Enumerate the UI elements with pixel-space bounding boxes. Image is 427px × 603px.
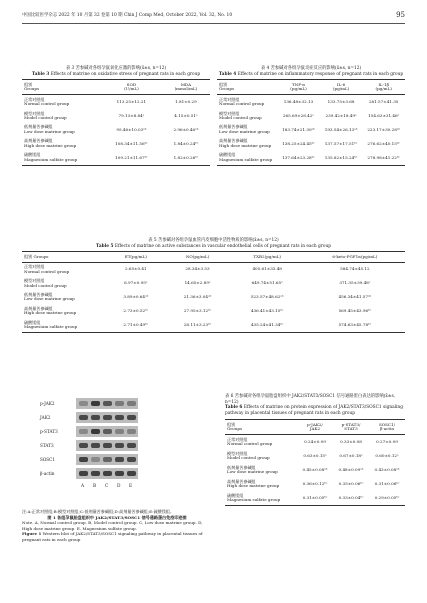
blot-band <box>127 457 136 462</box>
value-cell: 21.36±3.04ᵃᵇ <box>183 294 212 300</box>
blot-band <box>79 457 88 462</box>
table-row <box>217 137 405 151</box>
group-cell: 硫酸镁组 Magnesium sulfate group <box>219 152 273 163</box>
group-cell: 模型对照组 Model control group <box>219 110 262 121</box>
group-cell: 低剂量苦参碱组 Low dose matrine group <box>24 124 75 135</box>
protein-label: STAT3 <box>40 443 54 448</box>
protein-label: p-JAK2 <box>40 401 55 406</box>
value-cell: 0.60±0.12ᵃ <box>375 453 399 458</box>
lane-label: A <box>81 484 85 489</box>
blot-band <box>79 401 88 406</box>
value-cell: 109.21±11.67ᵇᶜ <box>115 154 148 160</box>
blot-strip <box>76 440 138 451</box>
group-cell: 高剂量苦参碱组 High dose matrine group <box>24 138 77 149</box>
value-cell: 2.96±0.46ᵃᵇ <box>173 126 199 132</box>
blot-band <box>103 471 112 476</box>
group-cell: 硫酸镁组 Magnesium sulfate group <box>24 152 78 163</box>
value-cell: 265.69±28.42ᵃ <box>282 112 314 118</box>
blot-band <box>91 429 100 434</box>
group-cell: 低剂量苦参碱组 Low dose matrine group <box>227 464 278 475</box>
blot-band <box>103 443 112 448</box>
page-number: 95 <box>396 11 405 19</box>
blot-band <box>103 429 112 434</box>
table-row <box>22 318 405 332</box>
table-row <box>217 123 405 137</box>
table-3 <box>22 66 210 166</box>
table-row <box>22 291 405 305</box>
table-row <box>22 151 210 165</box>
value-cell: 136.48±32.13 <box>283 98 314 104</box>
blot-band <box>115 443 124 448</box>
lane-label: C <box>105 484 109 489</box>
value-cell: 436.41±43.15ᵇᶜ <box>250 308 284 314</box>
value-cell: 276.62±40.15ᵇᶜ <box>367 140 400 146</box>
blot-band <box>91 457 100 462</box>
table-row <box>22 123 210 137</box>
value-cell: 0.63±0.15ᵃ <box>303 453 327 458</box>
table-row <box>22 137 210 151</box>
value-cell: 1.82±0.26ᵇᶜ <box>173 154 199 160</box>
blot-band <box>103 401 112 406</box>
blot-band <box>79 443 88 448</box>
value-cell: 28.11±3.23ᵇᶜ <box>183 322 212 328</box>
value-cell: 4.15±0.51ᵃ <box>174 112 198 118</box>
blot-band <box>103 457 112 462</box>
lane-label: B <box>93 484 97 489</box>
value-cell: 0.33±0.08 <box>340 439 362 445</box>
value-cell: 108.34±11.56ᵇᶜ <box>115 140 148 146</box>
value-cell: 137.57±17.51ᵇᶜ <box>324 140 358 146</box>
table-6 <box>225 394 405 506</box>
value-cell: 154.63±31.46ᵃ <box>368 112 400 118</box>
protein-label: SOSC1 <box>40 457 56 462</box>
table-row <box>225 449 405 463</box>
table-row <box>225 463 405 477</box>
blot-row <box>40 440 150 452</box>
table-6-caption: 表 6 苦参碱对各组孕鼠胎盘组织中 JAK2/STAT3/SOSC1 信号通路蛋白表达的影响(x̄±s, n=12) Table 6 Effects of matrine on protein expression of JAK2/STAT3/SOSC1 signaling pathway in placental tissues of pregnant rats in each group <box>225 394 403 416</box>
blot-band <box>115 401 124 406</box>
value-cell: 137.64±23.28ᵇᶜ <box>282 154 315 160</box>
group-cell: 高剂量苦参碱组 High dose matrine group <box>24 305 77 316</box>
table-row <box>22 277 405 291</box>
blot-strip <box>76 454 138 465</box>
value-cell: 28.34±3.53 <box>185 266 210 272</box>
figure-1-caption: 注:A:正常对照组;B:模型对照组;C:低剂量苦参碱组;D:高剂量苦参碱组;E:硫酸镁组。 图 1 各组孕鼠胎盘组织中 JAK2/STAT3/SOSC1 信号通路蛋白免疫印迹图 Note. A, Normal control group. B, Model control group. C, Low dose matrine group. D, High dose matrine group. E, Magnesium sulfate group. Figure 1 Western blot of JAK2/STAT3/SOSC1 signaling pathway in placental tissues of pregnant rats in each group <box>22 509 203 542</box>
group-cell: 低剂量苦参碱组 Low dose matrine group <box>24 291 75 302</box>
value-cell: 0.31±0.05ᵇᶜ <box>302 494 328 500</box>
group-cell: 模型对照组 Model control group <box>24 277 67 288</box>
blot-band <box>127 401 136 406</box>
blot-row <box>40 426 150 438</box>
table-4-grid: 组别 Groups TNF-α (pg/mL) IL-6 (pg/mL) IL-1β (pg/mL) 正常对照组 Normal control group 136.48±32.13 133.75±3.68 281.57±41.35 模型对照组 Model control group 265.69±28.42ᵃ 239.42±18.49ᵃ 154.63±31.46ᵃ 低剂量苦参碱组 Low dose matrine group 183.74±21.30ᵃᵇ 193.54±26.13ᵃᵇ 223.17±30.28ᵃᵇ 高剂量苦参碱组 High dose matrine group 138.25±24.45ᵇᶜ 137.57±17.51ᵇᶜ 276.62±40.15ᵇᶜ 硫酸镁组 Magnesium sulfate group 137.64±23.28ᵇᶜ 135.82±15.24ᵇᶜ 278.98±41.22ᵇᶜ <box>217 79 405 166</box>
table-5 <box>22 238 405 333</box>
group-cell: 高剂量苦参碱组 High dose matrine group <box>227 478 280 489</box>
value-cell: 2.73±0.52ᵇᶜ <box>123 308 149 314</box>
value-cell: 6.97±0.95ᵃ <box>124 280 148 286</box>
value-cell: 95.46±10.03ᵃᵇ <box>116 126 147 132</box>
group-cell: 模型对照组 Model control group <box>24 110 67 121</box>
running-header <box>22 9 405 24</box>
table-4-caption: 表 4 苦参碱对各组孕鼠炎症反应的影响(x̄±s, n=12) Table 4 Effects of matrine on inflammatory response of pregnant rats in each group <box>218 66 404 77</box>
blot-strip <box>76 468 138 479</box>
value-cell: 456.34±41.57ᵃᵇ <box>338 294 372 300</box>
value-cell: 193.54±26.13ᵃᵇ <box>324 126 358 132</box>
blot-strip <box>76 426 138 437</box>
value-cell: 0.31±0.06ᵇᶜ <box>374 480 400 486</box>
value-cell: 3.89±0.64ᵃᵇ <box>123 294 149 300</box>
blot-band <box>91 415 100 420</box>
blot-band <box>91 401 100 406</box>
table-5-grid: 组别 Groups ET(pg/mL) NO(pg/mL) TXB2(pg/mL) 6-keto-PGF1α(pg/mL) 正常对照组 Normal control group 2.65±0.41 28.34±3.53 405.61±33.48 584.74±45.12 模型对照组 Model control group 6.97±0.95ᵃ 14.65±2.89ᵃ 649.74±51.65ᵃ 371.35±39.48ᵃ 低剂量苦参碱组 Low dose matrine group 3.89±0.64ᵃᵇ 21.36±3.04ᵃᵇ 523.57±48.62ᵃᵇ 456.34±41.57ᵃᵇ 高剂量苦参碱组 High dose matrine group 2.73±0.52ᵇᶜ 27.95±3.12ᵇᶜ 436.41±43.15ᵇᶜ 569.45±43.96ᵇᶜ 硫酸镁组 Magnesium sulfate group 2.71±0.49ᵇᶜ 28.11±3.23ᵇᶜ 435.24±41.34ᵇᶜ 574.63±45.78ᵇᶜ <box>22 251 405 333</box>
value-cell: 0.36±0.12ᵇᶜ <box>302 480 328 486</box>
protein-label: β-actin <box>40 471 55 476</box>
value-cell: 0.67±0.18ᵃ <box>339 453 363 458</box>
table-4 <box>217 66 405 166</box>
blot-band <box>91 471 100 476</box>
lane-label: E <box>129 484 133 489</box>
table-row <box>225 435 405 449</box>
blot-band <box>115 415 124 420</box>
figure-1-blot <box>40 398 150 498</box>
value-cell: 569.45±43.96ᵇᶜ <box>338 308 372 314</box>
value-cell: 0.27±0.09 <box>376 439 398 445</box>
value-cell: 223.17±30.28ᵃᵇ <box>367 126 401 132</box>
group-cell: 正常对照组 Normal control group <box>219 96 265 107</box>
value-cell: 133.75±3.68 <box>327 98 355 104</box>
value-cell: 1.84±0.24ᵇᶜ <box>173 140 199 146</box>
blot-band <box>127 443 136 448</box>
group-cell: 模型对照组 Model control group <box>227 450 270 461</box>
table-row <box>225 491 405 505</box>
value-cell: 79.13±8.84ᵃ <box>118 112 145 118</box>
value-cell: 0.35±0.06ᵇᶜ <box>338 480 364 486</box>
value-cell: 27.95±3.12ᵇᶜ <box>183 308 212 314</box>
blot-band <box>79 415 88 420</box>
blot-strip <box>76 398 138 409</box>
value-cell: 138.25±24.45ᵇᶜ <box>282 140 315 146</box>
value-cell: 0.29±0.05ᵇᶜ <box>374 494 400 500</box>
value-cell: 14.65±2.89ᵃ <box>184 280 211 286</box>
blot-row <box>40 468 150 480</box>
value-cell: 1.81±0.29 <box>175 98 197 104</box>
value-cell: 649.74±51.65ᵃ <box>251 280 283 286</box>
group-cell: 低剂量苦参碱组 Low dose matrine group <box>219 124 270 135</box>
value-cell: 0.48±0.09ᵃᵇ <box>338 466 364 472</box>
table-row <box>22 109 210 123</box>
blot-band <box>127 415 136 420</box>
table-row <box>217 109 405 123</box>
table-row <box>22 304 405 318</box>
group-cell: 硫酸镁组 Magnesium sulfate group <box>24 319 78 330</box>
protein-label: p-STAT3 <box>40 429 58 434</box>
table-3-caption: 表 3 苦参碱对各组孕鼠氧化应激的影响(x̄±s, n=12) Table 3 Effects of matrine on oxidative stress of pregnant rats in each group <box>31 66 201 77</box>
table-5-caption: 表 5 苦参碱对各组孕鼠血管内皮细胞中活性物质的影响(x̄±s, n=12) Table 5 Effects of matrine on active substances in vascular endothelial cells of pregnant rats in each group <box>96 238 331 249</box>
group-cell: 正常对照组 Normal control group <box>227 436 273 447</box>
value-cell: 0.24±0.09 <box>304 439 326 445</box>
blot-band <box>103 415 112 420</box>
value-cell: 2.71±0.49ᵇᶜ <box>123 322 149 328</box>
blot-band <box>115 429 124 434</box>
journal-info: 中国比较医学杂志 2022 年 10 月第 32 卷第 10 期 Chin J Comp Med, October 2022, Vol. 32, No. 10 <box>22 13 233 18</box>
value-cell: 281.57±41.35 <box>368 98 399 104</box>
group-cell: 高剂量苦参碱组 High dose matrine group <box>219 138 272 149</box>
value-cell: 135.82±15.24ᵇᶜ <box>324 154 358 160</box>
blot-row <box>40 454 150 466</box>
value-cell: 113.25±12.21 <box>116 98 147 104</box>
blot-band <box>91 443 100 448</box>
lane-label: D <box>117 484 121 489</box>
group-cell: 正常对照组 Normal control group <box>24 96 70 107</box>
blot-strip <box>76 412 138 423</box>
value-cell: 0.33±0.04ᵇᶜ <box>338 494 364 500</box>
value-cell: 239.42±18.49ᵃ <box>325 112 357 118</box>
table-row <box>22 95 210 109</box>
table-row <box>217 151 405 165</box>
blot-band <box>127 471 136 476</box>
value-cell: 405.61±33.48 <box>252 266 282 272</box>
table-3-grid: 组别 Groups SOD (U/mL) MDA (mmol/mL) 正常对照组 Normal control group 113.25±12.21 1.81±0.29 模型对照组 Model control group 79.13±8.84ᵃ 4.15±0.51ᵃ 低剂量苦参碱组 Low dose matrine group 95.46±10.03ᵃᵇ 2.96±0.46ᵃᵇ 高剂量苦参碱组 High dose matrine group 108.34±11.56ᵇᶜ 1.84±0.24ᵇᶜ 硫酸镁组 Magnesium sulfate group 109.21±11.67ᵇᶜ 1.82±0.26ᵇᶜ <box>22 79 210 166</box>
table-row <box>225 477 405 491</box>
group-cell: 正常对照组 Normal control group <box>24 263 70 274</box>
value-cell: 0.45±0.08ᵃᵇ <box>302 466 328 472</box>
table-row <box>217 95 405 109</box>
value-cell: 278.98±41.22ᵇᶜ <box>367 154 400 160</box>
blot-band <box>79 429 88 434</box>
blot-row <box>40 412 150 424</box>
value-cell: 523.57±48.62ᵃᵇ <box>250 294 284 300</box>
blot-band <box>115 471 124 476</box>
value-cell: 435.24±41.34ᵇᶜ <box>250 322 284 328</box>
value-cell: 574.63±45.78ᵇᶜ <box>338 322 372 328</box>
protein-label: JAK2 <box>40 415 51 420</box>
group-cell: 硫酸镁组 Magnesium sulfate group <box>227 492 281 503</box>
value-cell: 584.74±45.12 <box>340 266 370 272</box>
table-row <box>22 262 405 276</box>
blot-band <box>127 429 136 434</box>
value-cell: 183.74±21.30ᵃᵇ <box>282 126 315 132</box>
blot-band <box>115 457 124 462</box>
value-cell: 371.35±39.48ᵃ <box>339 280 371 286</box>
table-6-grid: 组别 Groups p-JAK2/ JAK2 p-STAT3/ STAT3 SOSC1/ β-actin 正常对照组 Normal control group 0.24±0.09 0.33±0.08 0.27±0.09 模型对照组 Model control group 0.63±0.15ᵃ 0.67±0.18ᵃ 0.60±0.12ᵃ 低剂量苦参碱组 Low dose matrine group 0.45±0.08ᵃᵇ 0.48±0.09ᵃᵇ 0.43±0.08ᵃᵇ 高剂量苦参碱组 High dose matrine group 0.36±0.12ᵇᶜ 0.35±0.06ᵇᶜ 0.31±0.06ᵇᶜ 硫酸镁组 Magnesium sulfate group 0.31±0.05ᵇᶜ 0.33±0.04ᵇᶜ 0.29±0.05ᵇᶜ <box>225 419 405 506</box>
value-cell: 2.65±0.41 <box>124 266 147 272</box>
blot-band <box>79 471 88 476</box>
blot-row <box>40 398 150 410</box>
value-cell: 0.43±0.08ᵃᵇ <box>374 466 400 472</box>
